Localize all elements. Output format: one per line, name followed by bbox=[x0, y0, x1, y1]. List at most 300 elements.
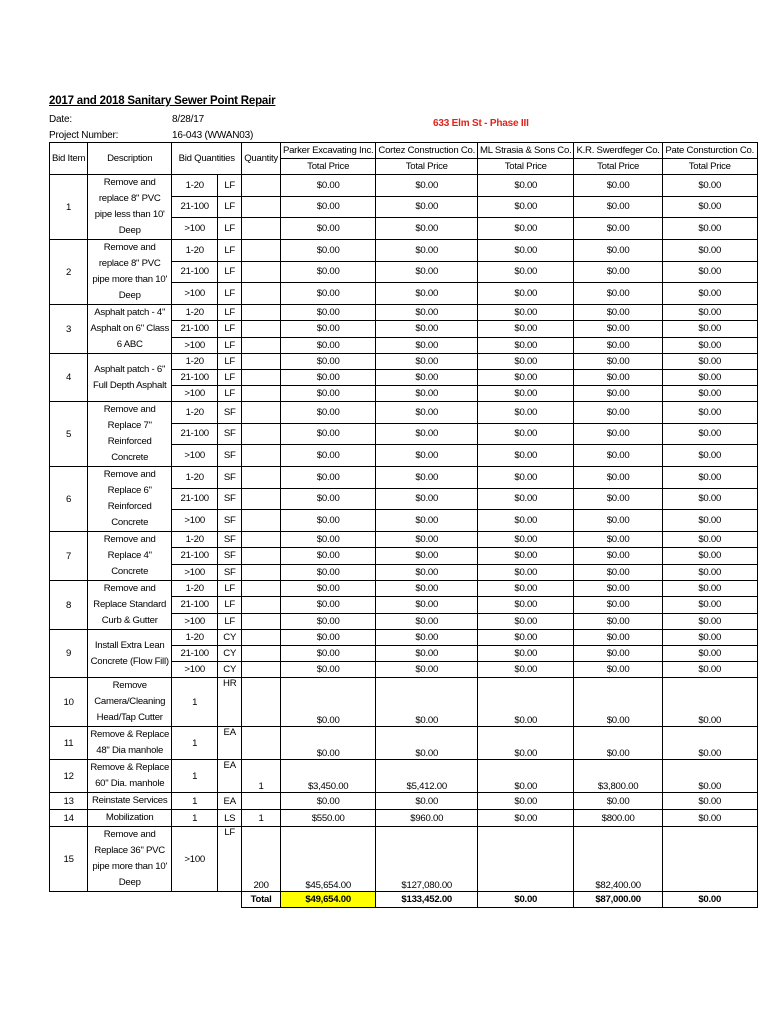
price-cell: $0.00 bbox=[280, 727, 375, 760]
bid-item-number: 5 bbox=[50, 402, 88, 467]
price-cell: $0.00 bbox=[662, 678, 757, 727]
price-cell: $0.00 bbox=[574, 488, 662, 510]
quantity-range: 1-20 bbox=[172, 402, 218, 424]
price-cell: $0.00 bbox=[376, 678, 478, 727]
unit: CY bbox=[218, 662, 242, 678]
price-cell: $0.00 bbox=[280, 305, 375, 321]
price-cell: $0.00 bbox=[280, 467, 375, 489]
price-cell: $0.00 bbox=[662, 467, 757, 489]
price-cell: $0.00 bbox=[574, 321, 662, 337]
unit: SF bbox=[218, 423, 242, 445]
price-cell: $0.00 bbox=[376, 283, 478, 305]
price-cell: $0.00 bbox=[376, 240, 478, 262]
contractor-header: Pate Consturction Co. bbox=[662, 143, 757, 159]
unit: LF bbox=[218, 337, 242, 353]
quantity-cell bbox=[242, 305, 281, 321]
bid-item-row bbox=[50, 532, 758, 548]
bid-quantity: 1 bbox=[172, 678, 218, 727]
quantity-cell bbox=[242, 613, 281, 629]
price-cell: $0.00 bbox=[478, 445, 574, 467]
item-description: Remove and Replace 4" Concrete bbox=[88, 532, 172, 581]
price-cell: $0.00 bbox=[662, 305, 757, 321]
bid-item-row bbox=[50, 827, 758, 892]
price-cell: $0.00 bbox=[574, 662, 662, 678]
price-cell: $0.00 bbox=[574, 613, 662, 629]
bid-item-number: 1 bbox=[50, 175, 88, 240]
price-cell: $0.00 bbox=[280, 283, 375, 305]
price-cell: $0.00 bbox=[574, 196, 662, 218]
price-cell: $0.00 bbox=[280, 402, 375, 424]
item-description: Remove and Replace 6" Reinforced Concrete bbox=[88, 467, 172, 532]
price-cell: $800.00 bbox=[574, 810, 662, 827]
total-label: Total bbox=[242, 892, 281, 908]
price-cell: $0.00 bbox=[574, 678, 662, 727]
price-cell: $0.00 bbox=[574, 423, 662, 445]
price-cell: $0.00 bbox=[574, 337, 662, 353]
price-cell: $0.00 bbox=[662, 581, 757, 597]
quantity-range: 1-20 bbox=[172, 467, 218, 489]
price-cell: $0.00 bbox=[662, 793, 757, 810]
price-cell: $0.00 bbox=[376, 532, 478, 548]
price-cell: $0.00 bbox=[478, 793, 574, 810]
unit: LF bbox=[218, 581, 242, 597]
quantity-range: 1-20 bbox=[172, 354, 218, 370]
price-cell: $0.00 bbox=[376, 261, 478, 283]
price-cell: $0.00 bbox=[478, 196, 574, 218]
item-description: Remove and Replace Standard Curb & Gutter bbox=[88, 581, 172, 630]
price-cell: $0.00 bbox=[478, 370, 574, 386]
bid-item-row bbox=[50, 467, 758, 489]
unit: LF bbox=[218, 175, 242, 197]
quantity-cell bbox=[242, 646, 281, 662]
price-cell: $0.00 bbox=[574, 402, 662, 424]
bid-quantity: 1 bbox=[172, 810, 218, 827]
price-cell: $0.00 bbox=[662, 727, 757, 760]
price-cell: $0.00 bbox=[478, 532, 574, 548]
price-cell: $0.00 bbox=[376, 597, 478, 613]
quantity-range: 1-20 bbox=[172, 175, 218, 197]
quantity-range: 21-100 bbox=[172, 597, 218, 613]
bid-quantity: >100 bbox=[172, 827, 218, 892]
price-cell: $0.00 bbox=[574, 793, 662, 810]
price-cell: $0.00 bbox=[478, 646, 574, 662]
price-cell: $0.00 bbox=[662, 175, 757, 197]
empty-cell bbox=[88, 892, 172, 908]
price-cell: $0.00 bbox=[478, 548, 574, 564]
unit: EA bbox=[218, 727, 242, 760]
sheet-title: 2017 and 2018 Sanitary Sewer Point Repair bbox=[49, 95, 276, 107]
quantity-cell bbox=[242, 488, 281, 510]
quantity-range: >100 bbox=[172, 662, 218, 678]
price-cell: $0.00 bbox=[376, 581, 478, 597]
quantity-cell bbox=[242, 532, 281, 548]
quantity-cell bbox=[242, 678, 281, 727]
bid-item-row bbox=[50, 402, 758, 424]
quantity-range: 1-20 bbox=[172, 532, 218, 548]
price-cell: $0.00 bbox=[478, 678, 574, 727]
price-cell: $0.00 bbox=[376, 337, 478, 353]
quantity-range: >100 bbox=[172, 510, 218, 532]
price-cell: $0.00 bbox=[280, 196, 375, 218]
bid-item-number: 2 bbox=[50, 240, 88, 305]
price-cell: $0.00 bbox=[662, 597, 757, 613]
total-cell: $87,000.00 bbox=[574, 892, 662, 908]
price-cell: $0.00 bbox=[376, 423, 478, 445]
price-cell: $0.00 bbox=[478, 175, 574, 197]
price-cell: $0.00 bbox=[574, 467, 662, 489]
price-cell: $0.00 bbox=[376, 630, 478, 646]
price-cell: $0.00 bbox=[478, 354, 574, 370]
price-cell: $0.00 bbox=[478, 321, 574, 337]
price-cell: $0.00 bbox=[376, 727, 478, 760]
price-cell: $0.00 bbox=[478, 510, 574, 532]
price-cell: $0.00 bbox=[662, 630, 757, 646]
price-cell: $0.00 bbox=[662, 354, 757, 370]
price-cell: $0.00 bbox=[662, 370, 757, 386]
price-cell: $0.00 bbox=[478, 337, 574, 353]
item-description: Asphalt patch - 4" Asphalt on 6" Class 6 ABC bbox=[88, 305, 172, 354]
price-cell: $0.00 bbox=[376, 793, 478, 810]
item-description: Asphalt patch - 6" Full Depth Asphalt bbox=[88, 354, 172, 402]
price-cell: $0.00 bbox=[662, 760, 757, 793]
unit: LF bbox=[218, 196, 242, 218]
total-price-header: Total Price bbox=[280, 159, 375, 175]
bid-item-number: 7 bbox=[50, 532, 88, 581]
price-cell: $550.00 bbox=[280, 810, 375, 827]
price-cell: $0.00 bbox=[280, 386, 375, 402]
unit: SF bbox=[218, 488, 242, 510]
price-cell: $0.00 bbox=[574, 305, 662, 321]
price-cell: $0.00 bbox=[376, 564, 478, 580]
price-cell: $5,412.00 bbox=[376, 760, 478, 793]
price-cell: $0.00 bbox=[574, 445, 662, 467]
price-cell: $0.00 bbox=[662, 337, 757, 353]
price-cell: $0.00 bbox=[478, 261, 574, 283]
price-cell: $0.00 bbox=[662, 321, 757, 337]
quantity-cell bbox=[242, 175, 281, 197]
price-cell: $0.00 bbox=[662, 445, 757, 467]
empty-cell bbox=[218, 892, 242, 908]
price-cell: $0.00 bbox=[478, 760, 574, 793]
bid-quantity: 1 bbox=[172, 727, 218, 760]
unit: LF bbox=[218, 261, 242, 283]
price-cell: $0.00 bbox=[478, 402, 574, 424]
total-cell: $0.00 bbox=[478, 892, 574, 908]
total-cell: $0.00 bbox=[662, 892, 757, 908]
quantity-cell bbox=[242, 597, 281, 613]
quantity-cell bbox=[242, 370, 281, 386]
quantity-range: 21-100 bbox=[172, 488, 218, 510]
price-cell: $0.00 bbox=[662, 646, 757, 662]
bid-item-number: 9 bbox=[50, 630, 88, 678]
bid-item-row bbox=[50, 678, 758, 727]
quantity-range: 1-20 bbox=[172, 240, 218, 262]
total-price-header: Total Price bbox=[376, 159, 478, 175]
quantity-cell bbox=[242, 467, 281, 489]
quantity-range: >100 bbox=[172, 218, 218, 240]
quantity-cell bbox=[242, 662, 281, 678]
unit: LF bbox=[218, 354, 242, 370]
bid-item-row bbox=[50, 581, 758, 597]
contractor-header: Cortez Construction Co. bbox=[376, 143, 478, 159]
price-cell: $0.00 bbox=[478, 597, 574, 613]
quantity-range: 21-100 bbox=[172, 548, 218, 564]
unit: SF bbox=[218, 467, 242, 489]
price-cell: $0.00 bbox=[280, 793, 375, 810]
project-number-value: 16-043 (WWAN03) bbox=[172, 130, 254, 141]
price-cell: $0.00 bbox=[280, 370, 375, 386]
price-cell: $0.00 bbox=[280, 240, 375, 262]
description-header: Description bbox=[88, 143, 172, 175]
price-cell: $0.00 bbox=[478, 305, 574, 321]
item-description: Remove & Replace 48" Dia manhole bbox=[88, 727, 172, 760]
price-cell: $0.00 bbox=[280, 321, 375, 337]
quantity-range: 1-20 bbox=[172, 581, 218, 597]
quantity-cell bbox=[242, 793, 281, 810]
unit: LF bbox=[218, 283, 242, 305]
quantity-range: >100 bbox=[172, 445, 218, 467]
price-cell: $0.00 bbox=[376, 196, 478, 218]
price-cell: $0.00 bbox=[662, 510, 757, 532]
price-cell: $960.00 bbox=[376, 810, 478, 827]
total-cell: $133,452.00 bbox=[376, 892, 478, 908]
price-cell: $0.00 bbox=[280, 218, 375, 240]
price-cell: $0.00 bbox=[574, 532, 662, 548]
bid-item-row bbox=[50, 760, 758, 793]
price-cell: $0.00 bbox=[478, 581, 574, 597]
price-cell: $0.00 bbox=[280, 261, 375, 283]
price-cell: $0.00 bbox=[280, 175, 375, 197]
price-cell: $0.00 bbox=[376, 305, 478, 321]
price-cell: $0.00 bbox=[662, 532, 757, 548]
quantity-range: 21-100 bbox=[172, 646, 218, 662]
quantity-range: 21-100 bbox=[172, 321, 218, 337]
price-cell: $0.00 bbox=[574, 510, 662, 532]
bid-quantity: 1 bbox=[172, 760, 218, 793]
price-cell: $0.00 bbox=[478, 386, 574, 402]
bid-item-number: 12 bbox=[50, 760, 88, 793]
empty-cell bbox=[50, 892, 88, 908]
quantity-cell bbox=[242, 321, 281, 337]
quantity-cell bbox=[242, 218, 281, 240]
price-cell: $0.00 bbox=[478, 630, 574, 646]
quantity-cell: 200 bbox=[242, 827, 281, 892]
price-cell: $0.00 bbox=[280, 630, 375, 646]
quantity-cell bbox=[242, 402, 281, 424]
contractor-header: ML Strasia & Sons Co. bbox=[478, 143, 574, 159]
quantity-cell: 1 bbox=[242, 810, 281, 827]
price-cell: $0.00 bbox=[280, 337, 375, 353]
price-cell: $3,450.00 bbox=[280, 760, 375, 793]
quantity-cell bbox=[242, 581, 281, 597]
quantity-cell bbox=[242, 337, 281, 353]
bid-item-row bbox=[50, 240, 758, 262]
price-cell: $0.00 bbox=[280, 354, 375, 370]
bid-item-row bbox=[50, 305, 758, 321]
price-cell: $0.00 bbox=[574, 386, 662, 402]
empty-cell bbox=[172, 892, 218, 908]
price-cell: $0.00 bbox=[574, 727, 662, 760]
project-location: 633 Elm St - Phase III bbox=[433, 118, 529, 129]
quantity-range: >100 bbox=[172, 386, 218, 402]
price-cell: $0.00 bbox=[478, 810, 574, 827]
date-value: 8/28/17 bbox=[172, 114, 204, 125]
quantity-header: Quantity bbox=[242, 143, 281, 175]
price-cell: $0.00 bbox=[662, 402, 757, 424]
price-cell: $0.00 bbox=[376, 613, 478, 629]
quantity-range: 21-100 bbox=[172, 423, 218, 445]
unit: EA bbox=[218, 793, 242, 810]
item-description: Remove and replace 8" PVC pipe more than 10' Deep bbox=[88, 240, 172, 305]
price-cell: $0.00 bbox=[376, 662, 478, 678]
price-cell: $0.00 bbox=[478, 218, 574, 240]
bid-item-number: 4 bbox=[50, 354, 88, 402]
price-cell: $0.00 bbox=[574, 218, 662, 240]
bid-item-number: 15 bbox=[50, 827, 88, 892]
price-cell: $0.00 bbox=[662, 261, 757, 283]
bid-item-row bbox=[50, 175, 758, 197]
contractor-header: K.R. Swerdfeger Co. bbox=[574, 143, 662, 159]
quantity-cell bbox=[242, 240, 281, 262]
price-cell: $0.00 bbox=[376, 402, 478, 424]
bid-item-number: 14 bbox=[50, 810, 88, 827]
quantity-cell bbox=[242, 386, 281, 402]
item-description: Remove and Replace 7" Reinforced Concrete bbox=[88, 402, 172, 467]
bid-item-number: 8 bbox=[50, 581, 88, 630]
price-cell: $0.00 bbox=[574, 370, 662, 386]
bid-item-number: 13 bbox=[50, 793, 88, 810]
price-cell: $0.00 bbox=[574, 261, 662, 283]
bid-item-number: 10 bbox=[50, 678, 88, 727]
contractor-header: Parker Excavating Inc. bbox=[280, 143, 375, 159]
price-cell: $0.00 bbox=[376, 510, 478, 532]
quantity-cell bbox=[242, 727, 281, 760]
price-cell: $0.00 bbox=[280, 646, 375, 662]
bid-table-body bbox=[50, 143, 758, 908]
quantity-range: 1-20 bbox=[172, 630, 218, 646]
price-cell: $0.00 bbox=[662, 386, 757, 402]
total-price-header: Total Price bbox=[478, 159, 574, 175]
price-cell: $0.00 bbox=[376, 218, 478, 240]
bid-item-row bbox=[50, 727, 758, 760]
item-description: Remove Camera/Cleaning Head/Tap Cutter bbox=[88, 678, 172, 727]
price-cell: $0.00 bbox=[280, 548, 375, 564]
price-cell: $0.00 bbox=[662, 196, 757, 218]
price-cell: $0.00 bbox=[662, 613, 757, 629]
price-cell: $0.00 bbox=[574, 564, 662, 580]
price-cell: $0.00 bbox=[662, 423, 757, 445]
bid-item-number: 11 bbox=[50, 727, 88, 760]
price-cell: $0.00 bbox=[478, 240, 574, 262]
price-cell: $0.00 bbox=[280, 532, 375, 548]
price-cell: $0.00 bbox=[574, 240, 662, 262]
quantity-range: 21-100 bbox=[172, 196, 218, 218]
price-cell: $0.00 bbox=[574, 597, 662, 613]
price-cell: $0.00 bbox=[574, 354, 662, 370]
bid-item-row bbox=[50, 793, 758, 810]
unit: LS bbox=[218, 810, 242, 827]
quantity-cell bbox=[242, 196, 281, 218]
price-cell: $0.00 bbox=[574, 548, 662, 564]
unit: CY bbox=[218, 646, 242, 662]
project-number-label: Project Number: bbox=[49, 130, 119, 141]
price-cell bbox=[478, 827, 574, 892]
price-cell: $0.00 bbox=[280, 581, 375, 597]
header-row-1 bbox=[50, 143, 758, 159]
quantity-range: >100 bbox=[172, 564, 218, 580]
price-cell: $45,654.00 bbox=[280, 827, 375, 892]
unit: HR bbox=[218, 678, 242, 727]
price-cell: $0.00 bbox=[376, 321, 478, 337]
quantity-cell bbox=[242, 283, 281, 305]
item-description: Reinstate Services bbox=[88, 793, 172, 810]
unit: SF bbox=[218, 548, 242, 564]
price-cell: $0.00 bbox=[478, 727, 574, 760]
price-cell: $0.00 bbox=[280, 613, 375, 629]
price-cell: $0.00 bbox=[376, 467, 478, 489]
price-cell: $0.00 bbox=[662, 810, 757, 827]
unit: LF bbox=[218, 218, 242, 240]
unit: CY bbox=[218, 630, 242, 646]
item-description: Install Extra Lean Concrete (Flow Fill) bbox=[88, 630, 172, 678]
lowest-total-cell: $49,654.00 bbox=[280, 892, 375, 908]
unit: LF bbox=[218, 240, 242, 262]
price-cell: $0.00 bbox=[376, 488, 478, 510]
price-cell: $0.00 bbox=[376, 445, 478, 467]
price-cell bbox=[662, 827, 757, 892]
unit: LF bbox=[218, 827, 242, 892]
price-cell: $0.00 bbox=[662, 283, 757, 305]
bid-quantity: 1 bbox=[172, 793, 218, 810]
price-cell: $0.00 bbox=[376, 370, 478, 386]
bid-item-header: Bid Item bbox=[50, 143, 88, 175]
price-cell: $0.00 bbox=[280, 564, 375, 580]
price-cell: $0.00 bbox=[478, 488, 574, 510]
price-cell: $127,080.00 bbox=[376, 827, 478, 892]
unit: LF bbox=[218, 321, 242, 337]
quantity-cell bbox=[242, 261, 281, 283]
unit: SF bbox=[218, 564, 242, 580]
item-description: Remove and replace 8" PVC pipe less than 10' Deep bbox=[88, 175, 172, 240]
price-cell: $0.00 bbox=[662, 488, 757, 510]
unit: LF bbox=[218, 597, 242, 613]
total-price-header: Total Price bbox=[574, 159, 662, 175]
quantity-range: >100 bbox=[172, 337, 218, 353]
totals-row bbox=[50, 892, 758, 908]
unit: SF bbox=[218, 532, 242, 548]
price-cell: $0.00 bbox=[574, 283, 662, 305]
price-cell: $0.00 bbox=[376, 175, 478, 197]
quantity-range: >100 bbox=[172, 613, 218, 629]
bid-item-number: 6 bbox=[50, 467, 88, 532]
price-cell: $0.00 bbox=[662, 564, 757, 580]
bid-quantities-header: Bid Quantities bbox=[172, 143, 242, 175]
price-cell: $0.00 bbox=[574, 175, 662, 197]
price-cell: $0.00 bbox=[662, 548, 757, 564]
price-cell: $0.00 bbox=[478, 283, 574, 305]
price-cell: $0.00 bbox=[478, 613, 574, 629]
bid-item-row bbox=[50, 810, 758, 827]
price-cell: $0.00 bbox=[280, 662, 375, 678]
unit: LF bbox=[218, 386, 242, 402]
unit: LF bbox=[218, 370, 242, 386]
bid-item-number: 3 bbox=[50, 305, 88, 354]
item-description: Remove and Replace 36" PVC pipe more than 10' Deep bbox=[88, 827, 172, 892]
price-cell: $0.00 bbox=[662, 662, 757, 678]
date-label: Date: bbox=[49, 114, 72, 125]
quantity-cell bbox=[242, 510, 281, 532]
quantity-range: 21-100 bbox=[172, 370, 218, 386]
